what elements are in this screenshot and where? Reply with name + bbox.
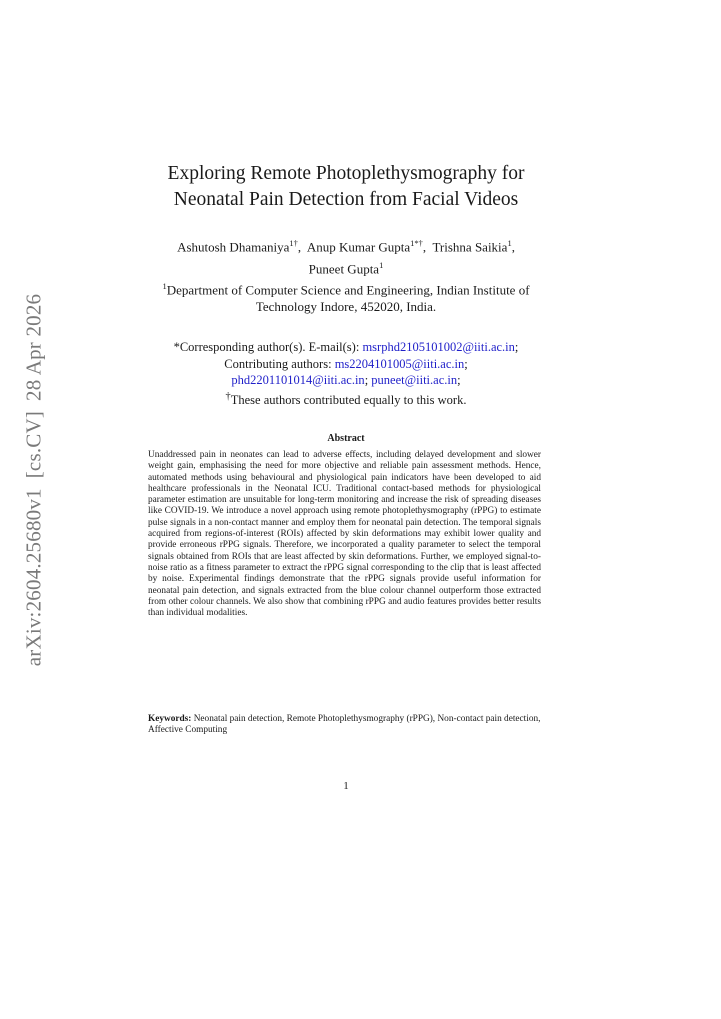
keywords-text: Neonatal pain detection, Remote Photoplethysmography (rPPG), Non-contact pain detection, Affective Computing [148, 714, 541, 736]
author-name: Ashutosh Dhamaniya [177, 239, 290, 255]
author-mark: 1† [289, 238, 298, 248]
contributing-label: Contributing authors: [224, 356, 332, 371]
page-number: 1 [343, 780, 349, 792]
author-name: Anup Kumar Gupta [306, 239, 411, 255]
author-name: Puneet Gupta [308, 261, 380, 277]
arxiv-date: 28 Apr 2026 [21, 293, 46, 401]
author-mark: 1 [379, 260, 384, 271]
author-mark: 1*† [410, 238, 423, 248]
email-link[interactable]: puneet@iiti.ac.in [371, 373, 458, 387]
title-line-1: Exploring Remote Photoplethysmography for [167, 163, 525, 184]
arxiv-sidebar-stamp [22, 289, 47, 672]
abstract-heading: Abstract [327, 433, 365, 444]
abstract-text: Unaddressed pain in neonates can lead to adverse effects, including delayed development and slower weight gain, emphasising the need for more objective and reliable pain assessment methods. Hence, automated methods using behavioural and physiological pain indicators have been developed to aid healthcare professionals in the Neonatal ICU. Traditional contact-based methods for physiological parameter estimation are unsuitable for long-term monitoring and increase the risk of spreading diseases like COVID-19. We introduce a novel approach using remote photoplethysmography (rPPG) to estimate pulse signals in a non-contact manner and employ them for neonatal pain detection. The temporal signals acquired from regions-of-interest (ROIs) affected by skin deformations may exhibit lower quality and provide erroneous rPPG signals. Therefore, we incorporated a quality parameter to select the temporal signals obtained from ROIs that are least affected by skin deformations. Further, we employed signal-to-noise ratio as a fitness parameter to extract the rPPG signal corresponding to the clip that is least affected by noise. Experimental findings demonstrate that the rPPG signals provide useful information for neonatal pain detection, and signals extracted from the blue colour channel outperform those extracted from other colour channels. We also show that combining rPPG and audio features provides better results than individual modalities. [148, 450, 541, 619]
title-line-2: Neonatal Pain Detection from Facial Videos [173, 189, 519, 210]
corresponding-label: *Corresponding author(s). E-mail(s): [173, 340, 360, 354]
arxiv-id[interactable]: arXiv:2604.25680v1 [21, 488, 46, 667]
arxiv-category: [cs.CV] [21, 410, 46, 479]
email-link[interactable]: phd2201101014@iiti.ac.in [231, 373, 365, 387]
author-name: Trishna Saikia [432, 239, 508, 255]
keywords [148, 714, 541, 737]
equal-contribution-note: These authors contributed equally to this work. [230, 392, 467, 407]
keywords-label: Keywords: [148, 714, 192, 724]
contact-block: *Corresponding author(s). E-mail(s): msrphd2105101002@iiti.ac.in; Contributing authors: ms2204101005@iiti.ac.in; phd2201101014@iiti.ac.in; puneet@iiti.ac.in; †These authors contributed equally to this work. [173, 340, 519, 407]
author-mark: 1 [507, 238, 512, 248]
equal-contribution-mark: † [225, 390, 231, 402]
affiliation [138, 278, 554, 315]
email-link[interactable]: ms2204101005@iiti.ac.in [334, 356, 465, 371]
affiliation-text: Department of Computer Science and Engineering, Indian Institute of Technology Indore, 452020, India. [166, 282, 530, 315]
email-link[interactable]: msrphd2105101002@iiti.ac.in [362, 340, 515, 354]
author-list: Ashutosh Dhamaniya$^{1\dagger}$, Anup Kumar Gupta$^{1*\dagger}$, Trishna Saikia$^1$, Puneet Gupta$^1$ [177, 238, 515, 277]
paper-title [138, 161, 554, 213]
affiliation-mark: 1 [162, 281, 167, 291]
